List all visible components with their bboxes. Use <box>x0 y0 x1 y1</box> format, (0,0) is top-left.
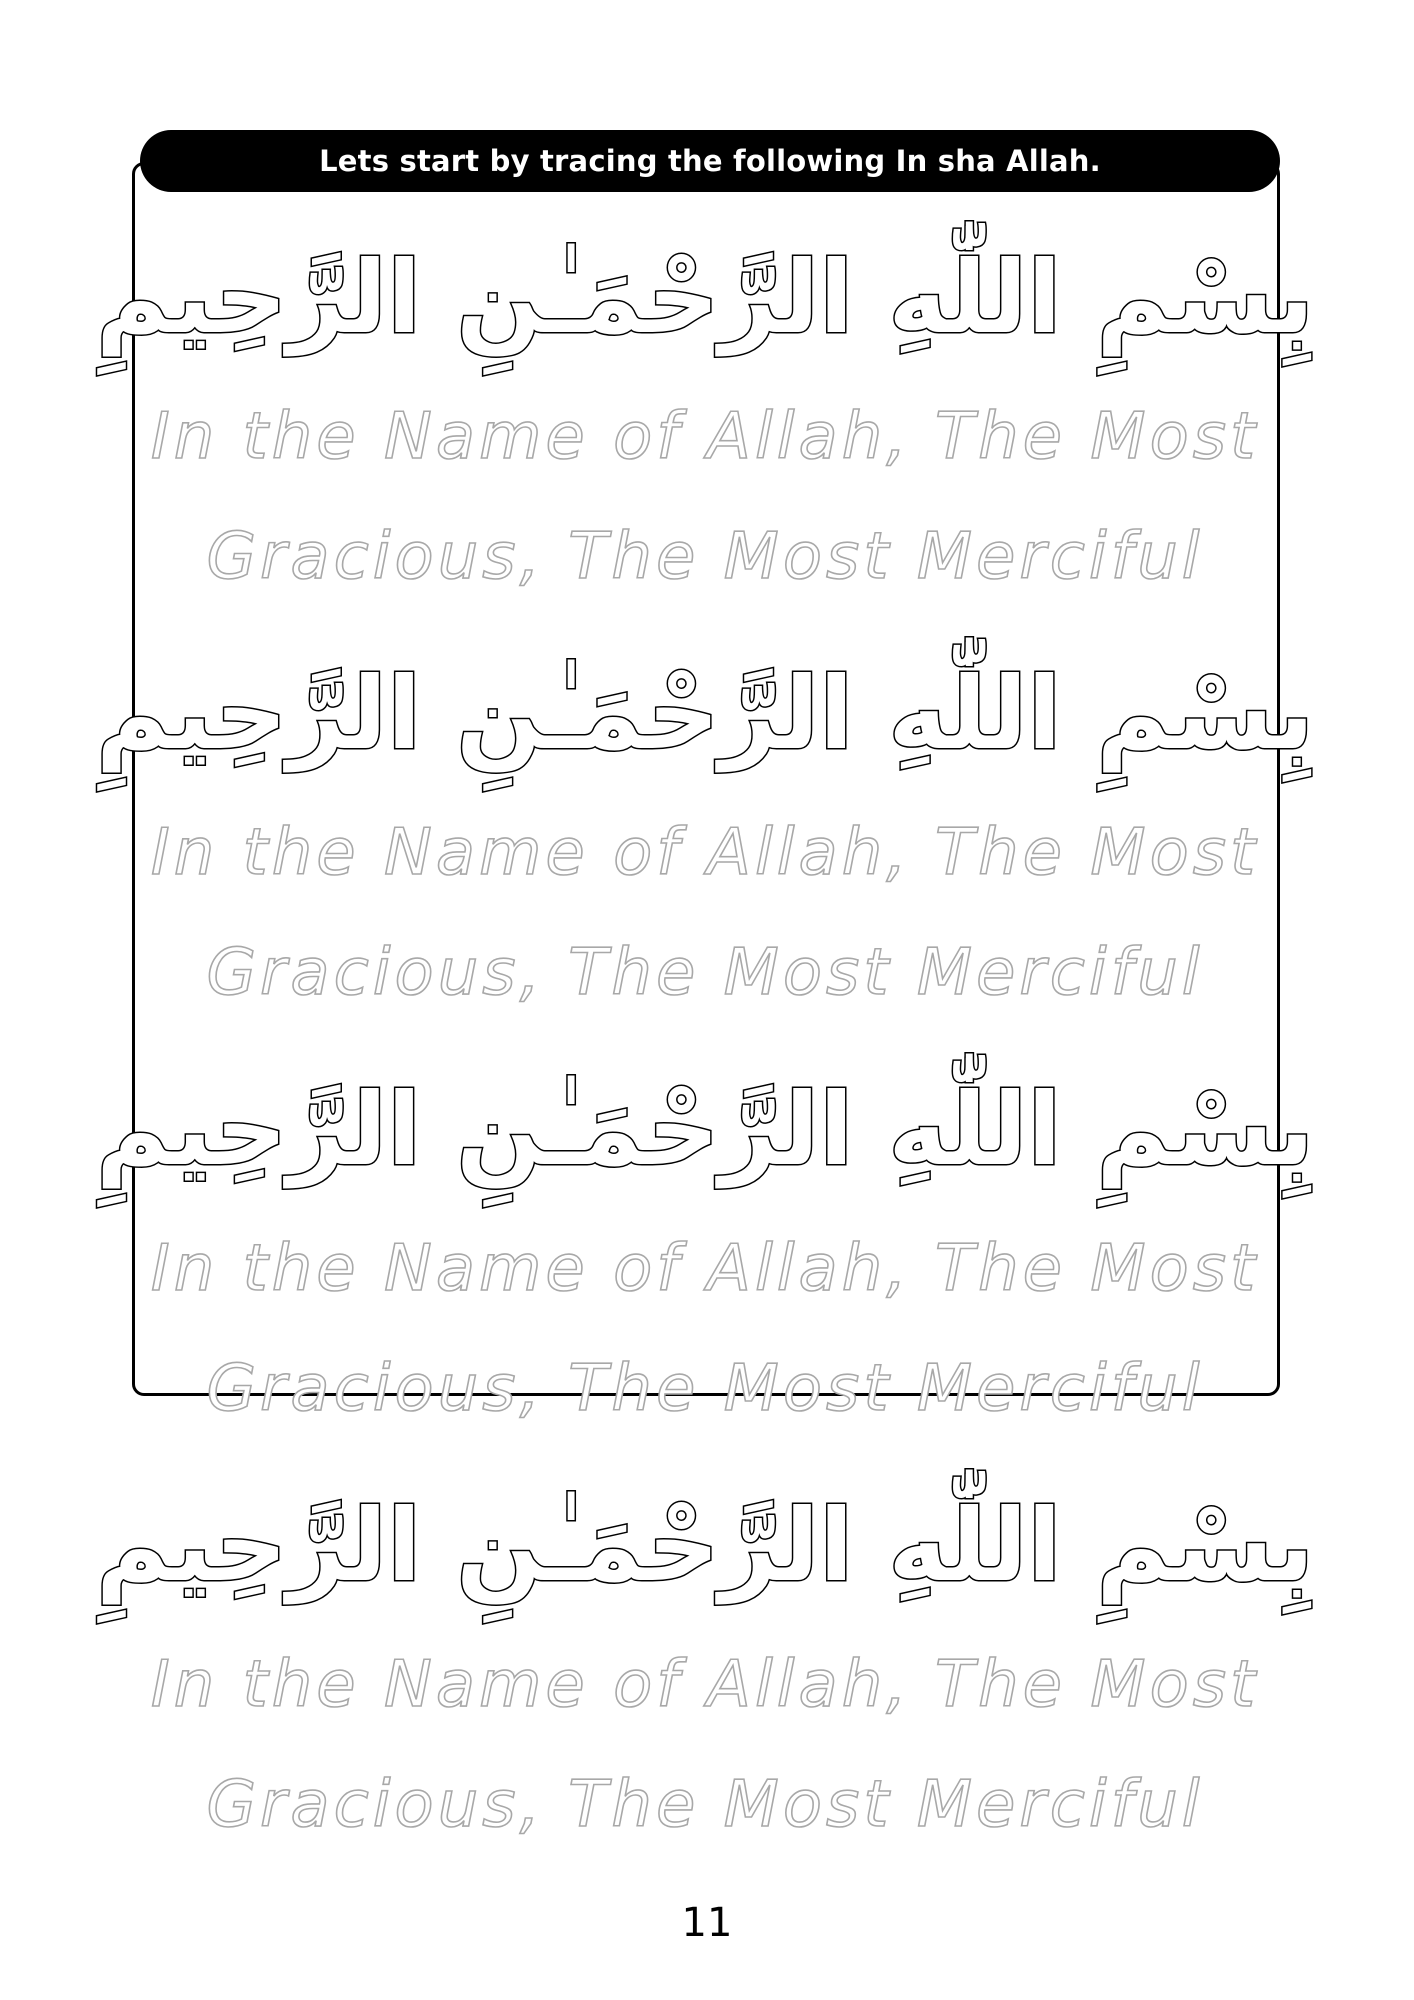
trace-line: Gracious, The Most Merciful <box>206 520 1204 594</box>
tracing-block <box>95 212 1315 628</box>
trace-line: Gracious, The Most Merciful <box>206 1352 1204 1426</box>
trace-line: In the Name of Allah, The Most <box>150 816 1260 890</box>
arabic-outline-text: بِسْمِ اللّٰهِ الرَّحْمَـٰنِ الرَّحِيمِ <box>95 1070 1315 1188</box>
arabic-outline-text: بِسْمِ اللّٰهِ الرَّحْمَـٰنِ الرَّحِيمِ <box>95 654 1315 772</box>
page-number: 11 <box>681 1900 733 1946</box>
trace-line: Gracious, The Most Merciful <box>206 1768 1204 1842</box>
tracing-block <box>95 1044 1315 1460</box>
tracing-block <box>95 1460 1315 1876</box>
instruction-text: Lets start by tracing the following In sha Allah. <box>319 144 1101 178</box>
trace-line: In the Name of Allah, The Most <box>150 1648 1260 1722</box>
trace-line: Gracious, The Most Merciful <box>206 936 1204 1010</box>
arabic-outline-text: بِسْمِ اللّٰهِ الرَّحْمَـٰنِ الرَّحِيمِ <box>95 1486 1315 1604</box>
instruction-banner <box>140 130 1280 192</box>
trace-line: In the Name of Allah, The Most <box>150 1232 1260 1306</box>
arabic-outline-text: بِسْمِ اللّٰهِ الرَّحْمَـٰنِ الرَّحِيمِ <box>95 238 1315 356</box>
trace-line: In the Name of Allah, The Most <box>150 400 1260 474</box>
tracing-block <box>95 628 1315 1044</box>
